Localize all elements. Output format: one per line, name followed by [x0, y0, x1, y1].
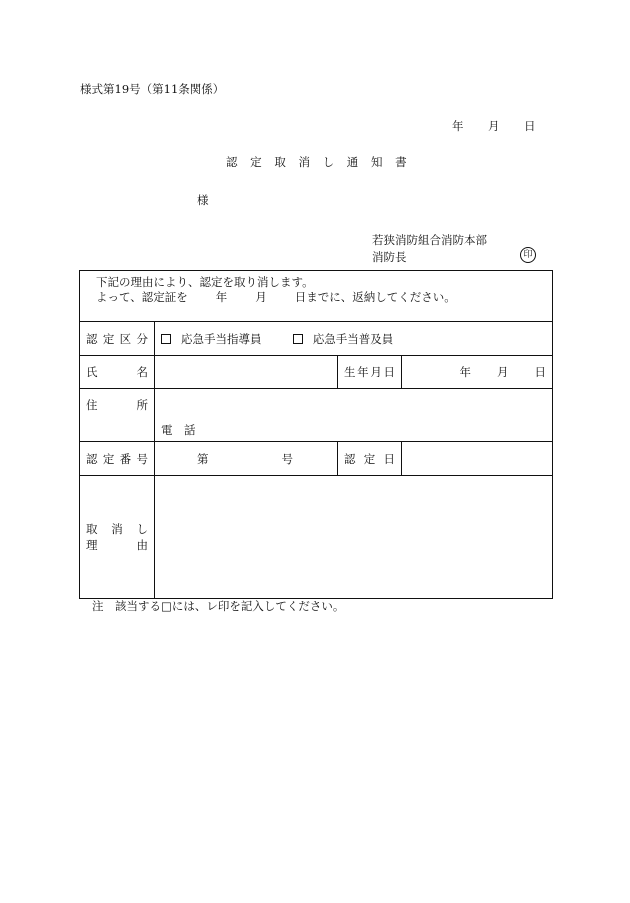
intro-line-1: 下記の理由により、認定を取り消します。 — [96, 275, 314, 289]
intro-line-2-b: 日までに、返納してください。 — [294, 290, 456, 304]
label-char: 認 — [344, 451, 356, 466]
cert-number-label — [80, 442, 155, 476]
promoter-checkbox[interactable] — [293, 334, 303, 344]
birth-label — [338, 356, 402, 389]
form-number: 様式第19号（第11条関係） — [80, 82, 225, 96]
telephone-label: 電 話 — [161, 423, 196, 437]
address-label — [80, 389, 155, 442]
issue-date — [452, 119, 536, 133]
label-char: 所 — [136, 398, 148, 412]
birth-date-field[interactable] — [402, 356, 553, 389]
name-field[interactable] — [155, 356, 338, 389]
name-label — [80, 356, 155, 389]
title-char: 通 — [346, 155, 359, 169]
title-char: 取 — [274, 155, 286, 169]
label-char: 定 — [102, 451, 115, 466]
label-char: 取 — [86, 522, 98, 536]
birth-month: 月 — [497, 365, 509, 379]
label-char: 月 — [370, 365, 382, 379]
promoter-option-label: 応急手当普及員 — [312, 331, 394, 346]
label-char: し — [136, 522, 148, 536]
label-char: 定 — [363, 451, 376, 466]
cert-number-suffix: 号 — [281, 451, 293, 466]
birth-year: 年 — [459, 365, 472, 379]
label-char: 日 — [383, 365, 395, 379]
title-char: し — [322, 155, 335, 169]
title-char: 書 — [395, 155, 407, 169]
title-char: 知 — [370, 155, 383, 169]
label-char: 年 — [357, 365, 369, 379]
cert-number-field[interactable] — [155, 442, 338, 476]
title-char: 認 — [226, 155, 238, 169]
label-char: 日 — [383, 451, 395, 466]
reason-field[interactable] — [155, 476, 553, 599]
cert-date-label — [338, 442, 402, 476]
label-char: 由 — [136, 538, 148, 552]
label-char: 消 — [111, 522, 123, 536]
notice-form-table — [79, 270, 553, 599]
label-char: 住 — [86, 398, 98, 412]
date-month: 月 — [488, 119, 500, 133]
date-day: 日 — [524, 119, 536, 133]
issuer-title: 消防長 — [372, 250, 407, 264]
label-char: 号 — [136, 451, 148, 466]
issuer-organization: 若狭消防組合消防本部 — [372, 233, 487, 247]
label-char: 番 — [119, 451, 132, 466]
instructor-checkbox[interactable] — [161, 334, 171, 344]
address-field[interactable] — [155, 389, 553, 442]
date-year: 年 — [452, 119, 464, 133]
cert-type-label — [80, 322, 155, 356]
label-char: 名 — [136, 365, 148, 379]
footnote: 注 該当する□には、レ印を記入してください。 — [92, 599, 345, 613]
title-char: 消 — [298, 155, 310, 169]
label-char: 分 — [136, 331, 148, 346]
document-title — [226, 155, 416, 169]
intro-return-month: 月 — [255, 290, 267, 304]
birth-day: 日 — [534, 365, 547, 379]
reason-label — [80, 476, 155, 599]
addressee-suffix: 様 — [197, 193, 209, 207]
title-char: 定 — [250, 155, 262, 169]
intro-line-2-a: よって、認定証を — [96, 290, 188, 304]
instructor-option-label: 応急手当指導員 — [181, 331, 262, 346]
cert-number-prefix: 第 — [197, 451, 209, 466]
label-char: 理 — [86, 538, 98, 552]
intro-line-2 — [96, 290, 536, 305]
label-char: 区 — [119, 331, 132, 346]
cert-date-field[interactable] — [402, 442, 553, 476]
cert-type-options — [155, 322, 553, 356]
label-char: 認 — [86, 331, 98, 346]
intro-return-year: 年 — [215, 290, 228, 304]
intro-text — [80, 271, 553, 322]
label-char: 生 — [344, 365, 356, 379]
label-char: 氏 — [86, 365, 98, 379]
seal-mark: 印 — [520, 247, 536, 263]
label-char: 認 — [86, 451, 98, 466]
label-char: 定 — [102, 331, 115, 346]
